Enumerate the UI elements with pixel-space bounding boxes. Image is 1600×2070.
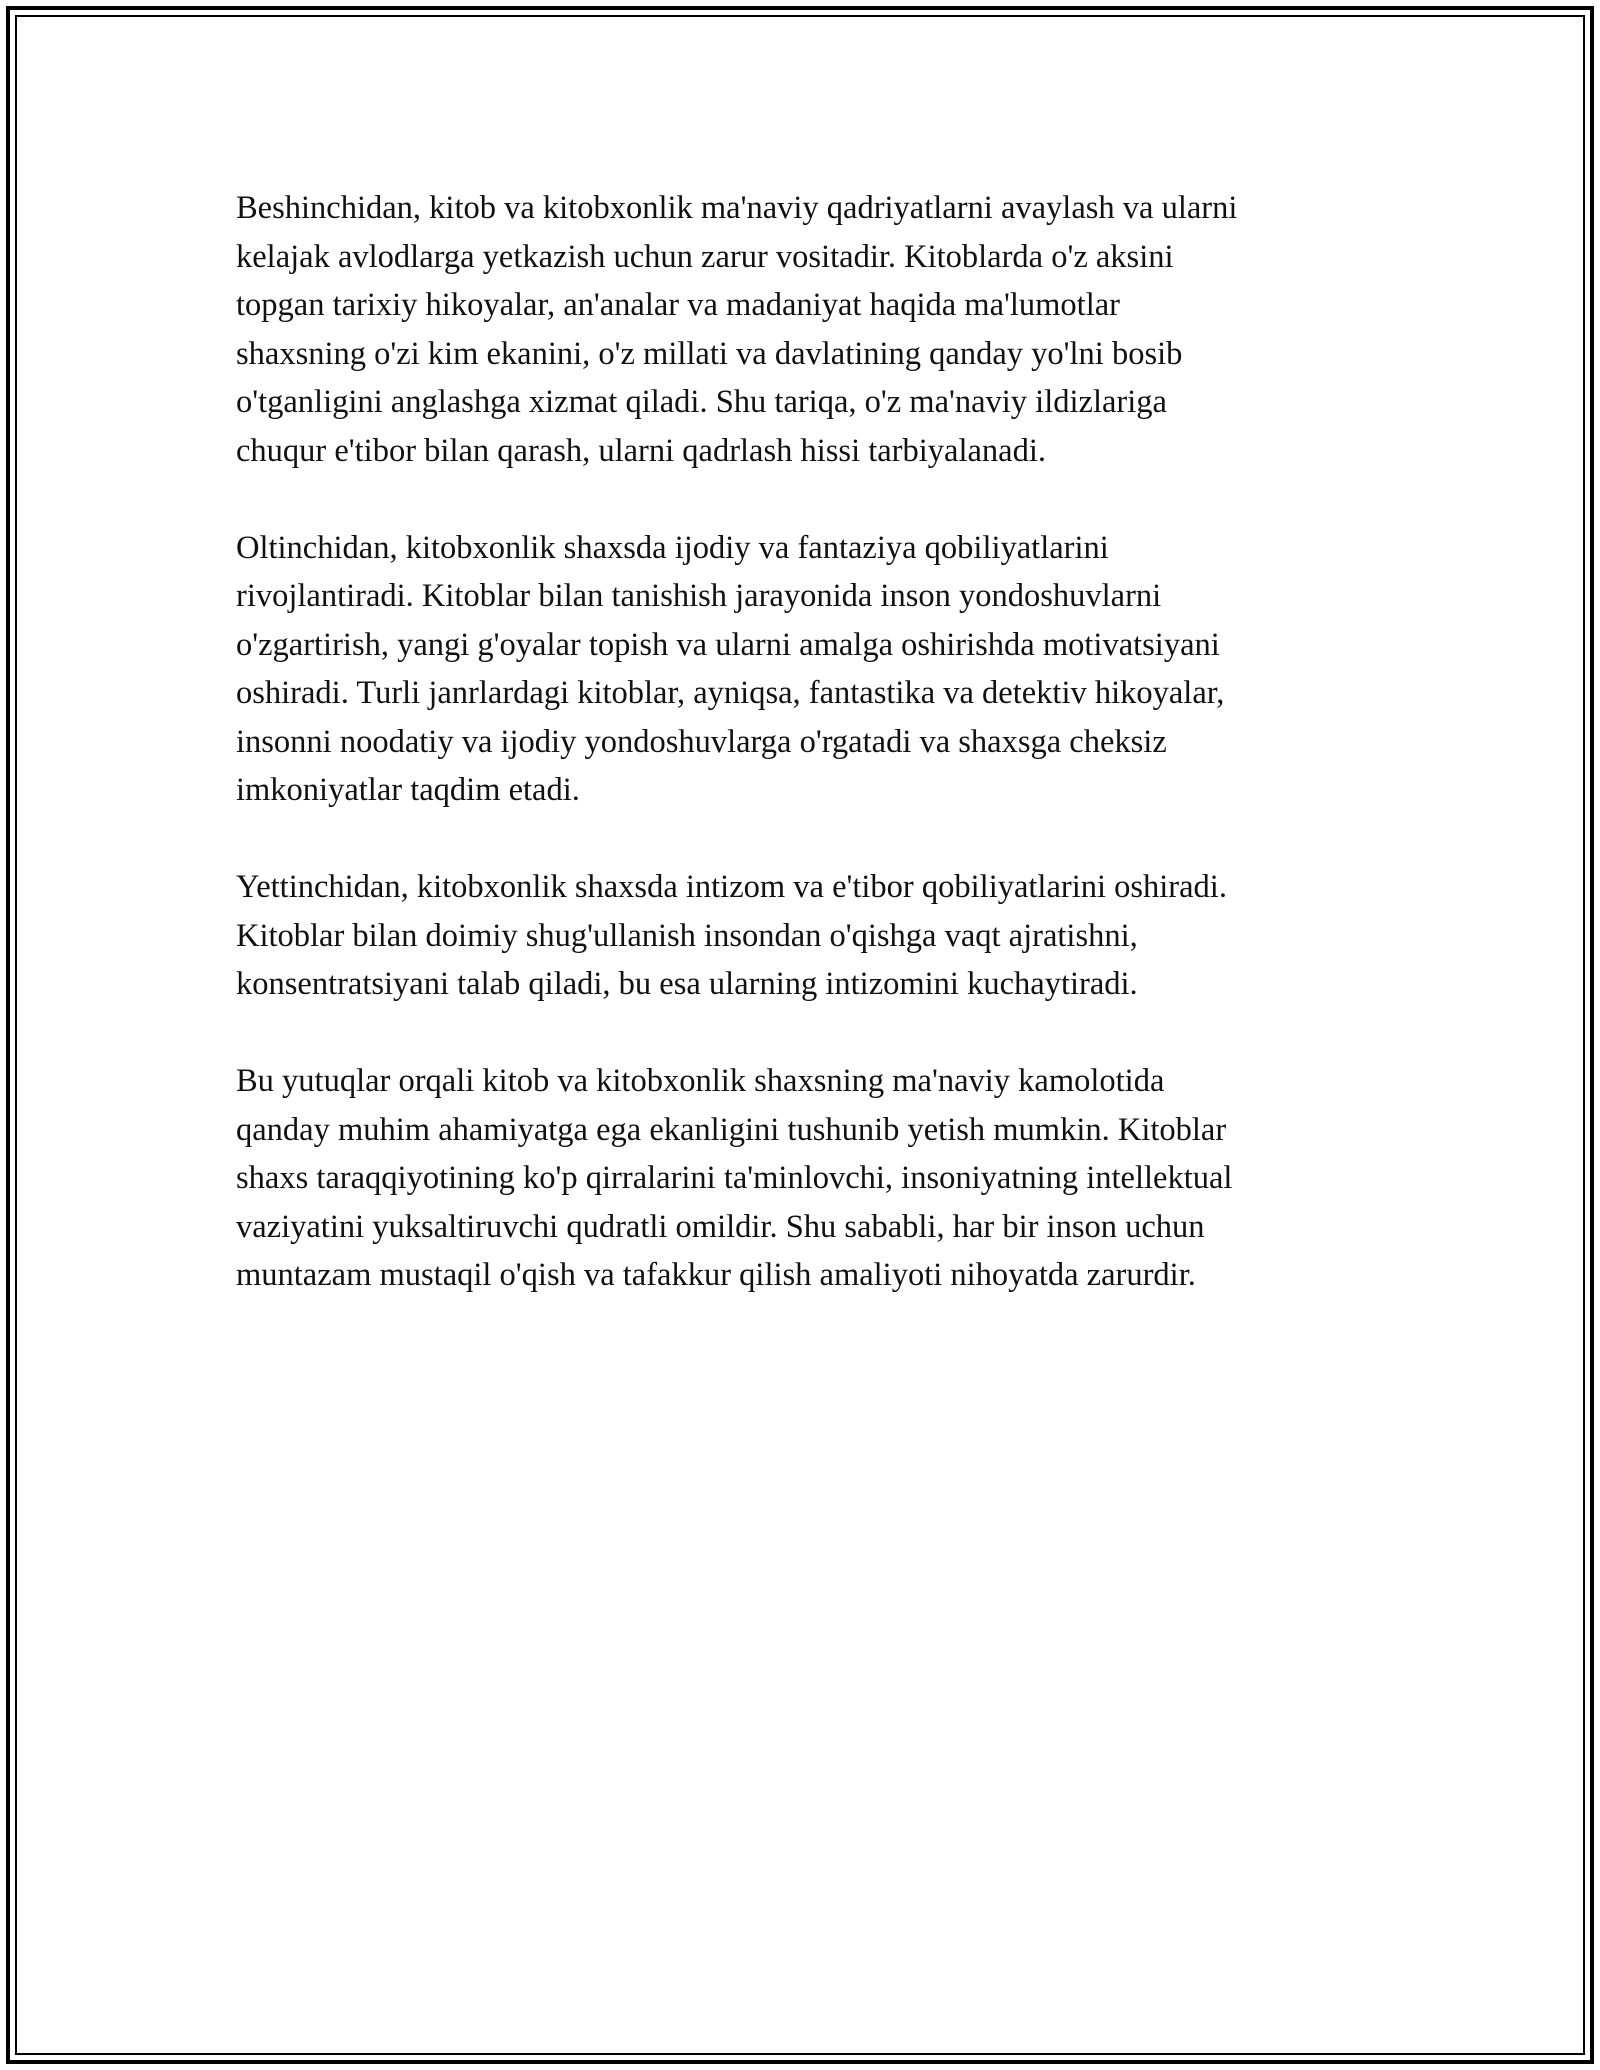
text-line: muntazam mustaqil o'qish va tafakkur qilish amaliyoti nihoyatda zarurdir. — [236, 1257, 1196, 1293]
text-line: Yettinchidan, kitobxonlik shaxsda intizom va e'tibor qobiliyatlarini oshiradi. — [236, 869, 1227, 905]
paragraph-conclusion — [236, 1057, 1376, 1300]
text-line: Beshinchidan, kitob va kitobxonlik ma'naviy qadriyatlarni avaylash va ularni — [236, 190, 1238, 226]
text-line: Oltinchidan, kitobxonlik shaxsda ijodiy va fantaziya qobiliyatlarini — [236, 529, 1109, 566]
text-line: shaxs taraqqiyotining ko'p qirralarini ta'minlovchi, insoniyatning intellektual — [236, 1160, 1233, 1196]
text-line: imkoniyatlar taqdim etadi. — [236, 772, 580, 808]
text-line: konsentratsiyani talab qiladi, bu esa ularning intizomini kuchaytiradi. — [236, 966, 1138, 1002]
text-line: insonni noodatiy va ijodiy yondoshuvlarga o'rgatadi va shaxsga cheksiz — [236, 723, 1167, 760]
paragraph-seventh-point — [236, 863, 1376, 1009]
document-body — [236, 184, 1376, 1348]
text-line: vaziyatini yuksaltiruvchi qudratli omildir. Shu sababli, har bir inson uchun — [236, 1208, 1205, 1245]
text-line: o'tganligini anglashga xizmat qiladi. Shu tariqa, o'z ma'naviy ildizlariga — [236, 384, 1167, 420]
text-line: kelajak avlodlarga yetkazish uchun zarur vositadir. Kitoblarda o'z aksini — [236, 238, 1174, 275]
text-line: shaxsning o'zi kim ekanini, o'z millati va davlatining qanday yo'lni bosib — [236, 335, 1183, 372]
text-line: topgan tarixiy hikoyalar, an'analar va madaniyat haqida ma'lumotlar — [236, 287, 1120, 323]
text-line: Kitoblar bilan doimiy shug'ullanish insondan o'qishga vaqt ajratishni, — [236, 917, 1138, 954]
text-line: qanday muhim ahamiyatga ega ekanligini tushunib yetish mumkin. Kitoblar — [236, 1111, 1227, 1148]
text-line: chuqur e'tibor bilan qarash, ularni qadrlash hissi tarbiyalanadi. — [236, 432, 1046, 469]
paragraph-sixth-point — [236, 524, 1376, 815]
text-line: o'zgartirish, yangi g'oyalar topish va ularni amalga oshirishda motivatsiyani — [236, 626, 1220, 663]
text-line: rivojlantiradi. Kitoblar bilan tanishish jarayonida inson yondoshuvlarni — [236, 578, 1162, 614]
text-line: Bu yutuqlar orqali kitob va kitobxonlik shaxsning ma'naviy kamolotida — [236, 1063, 1165, 1099]
paragraph-fifth-point — [236, 184, 1376, 475]
text-line: oshiradi. Turli janrlardagi kitoblar, ayniqsa, fantastika va detektiv hikoyalar, — [236, 675, 1225, 711]
